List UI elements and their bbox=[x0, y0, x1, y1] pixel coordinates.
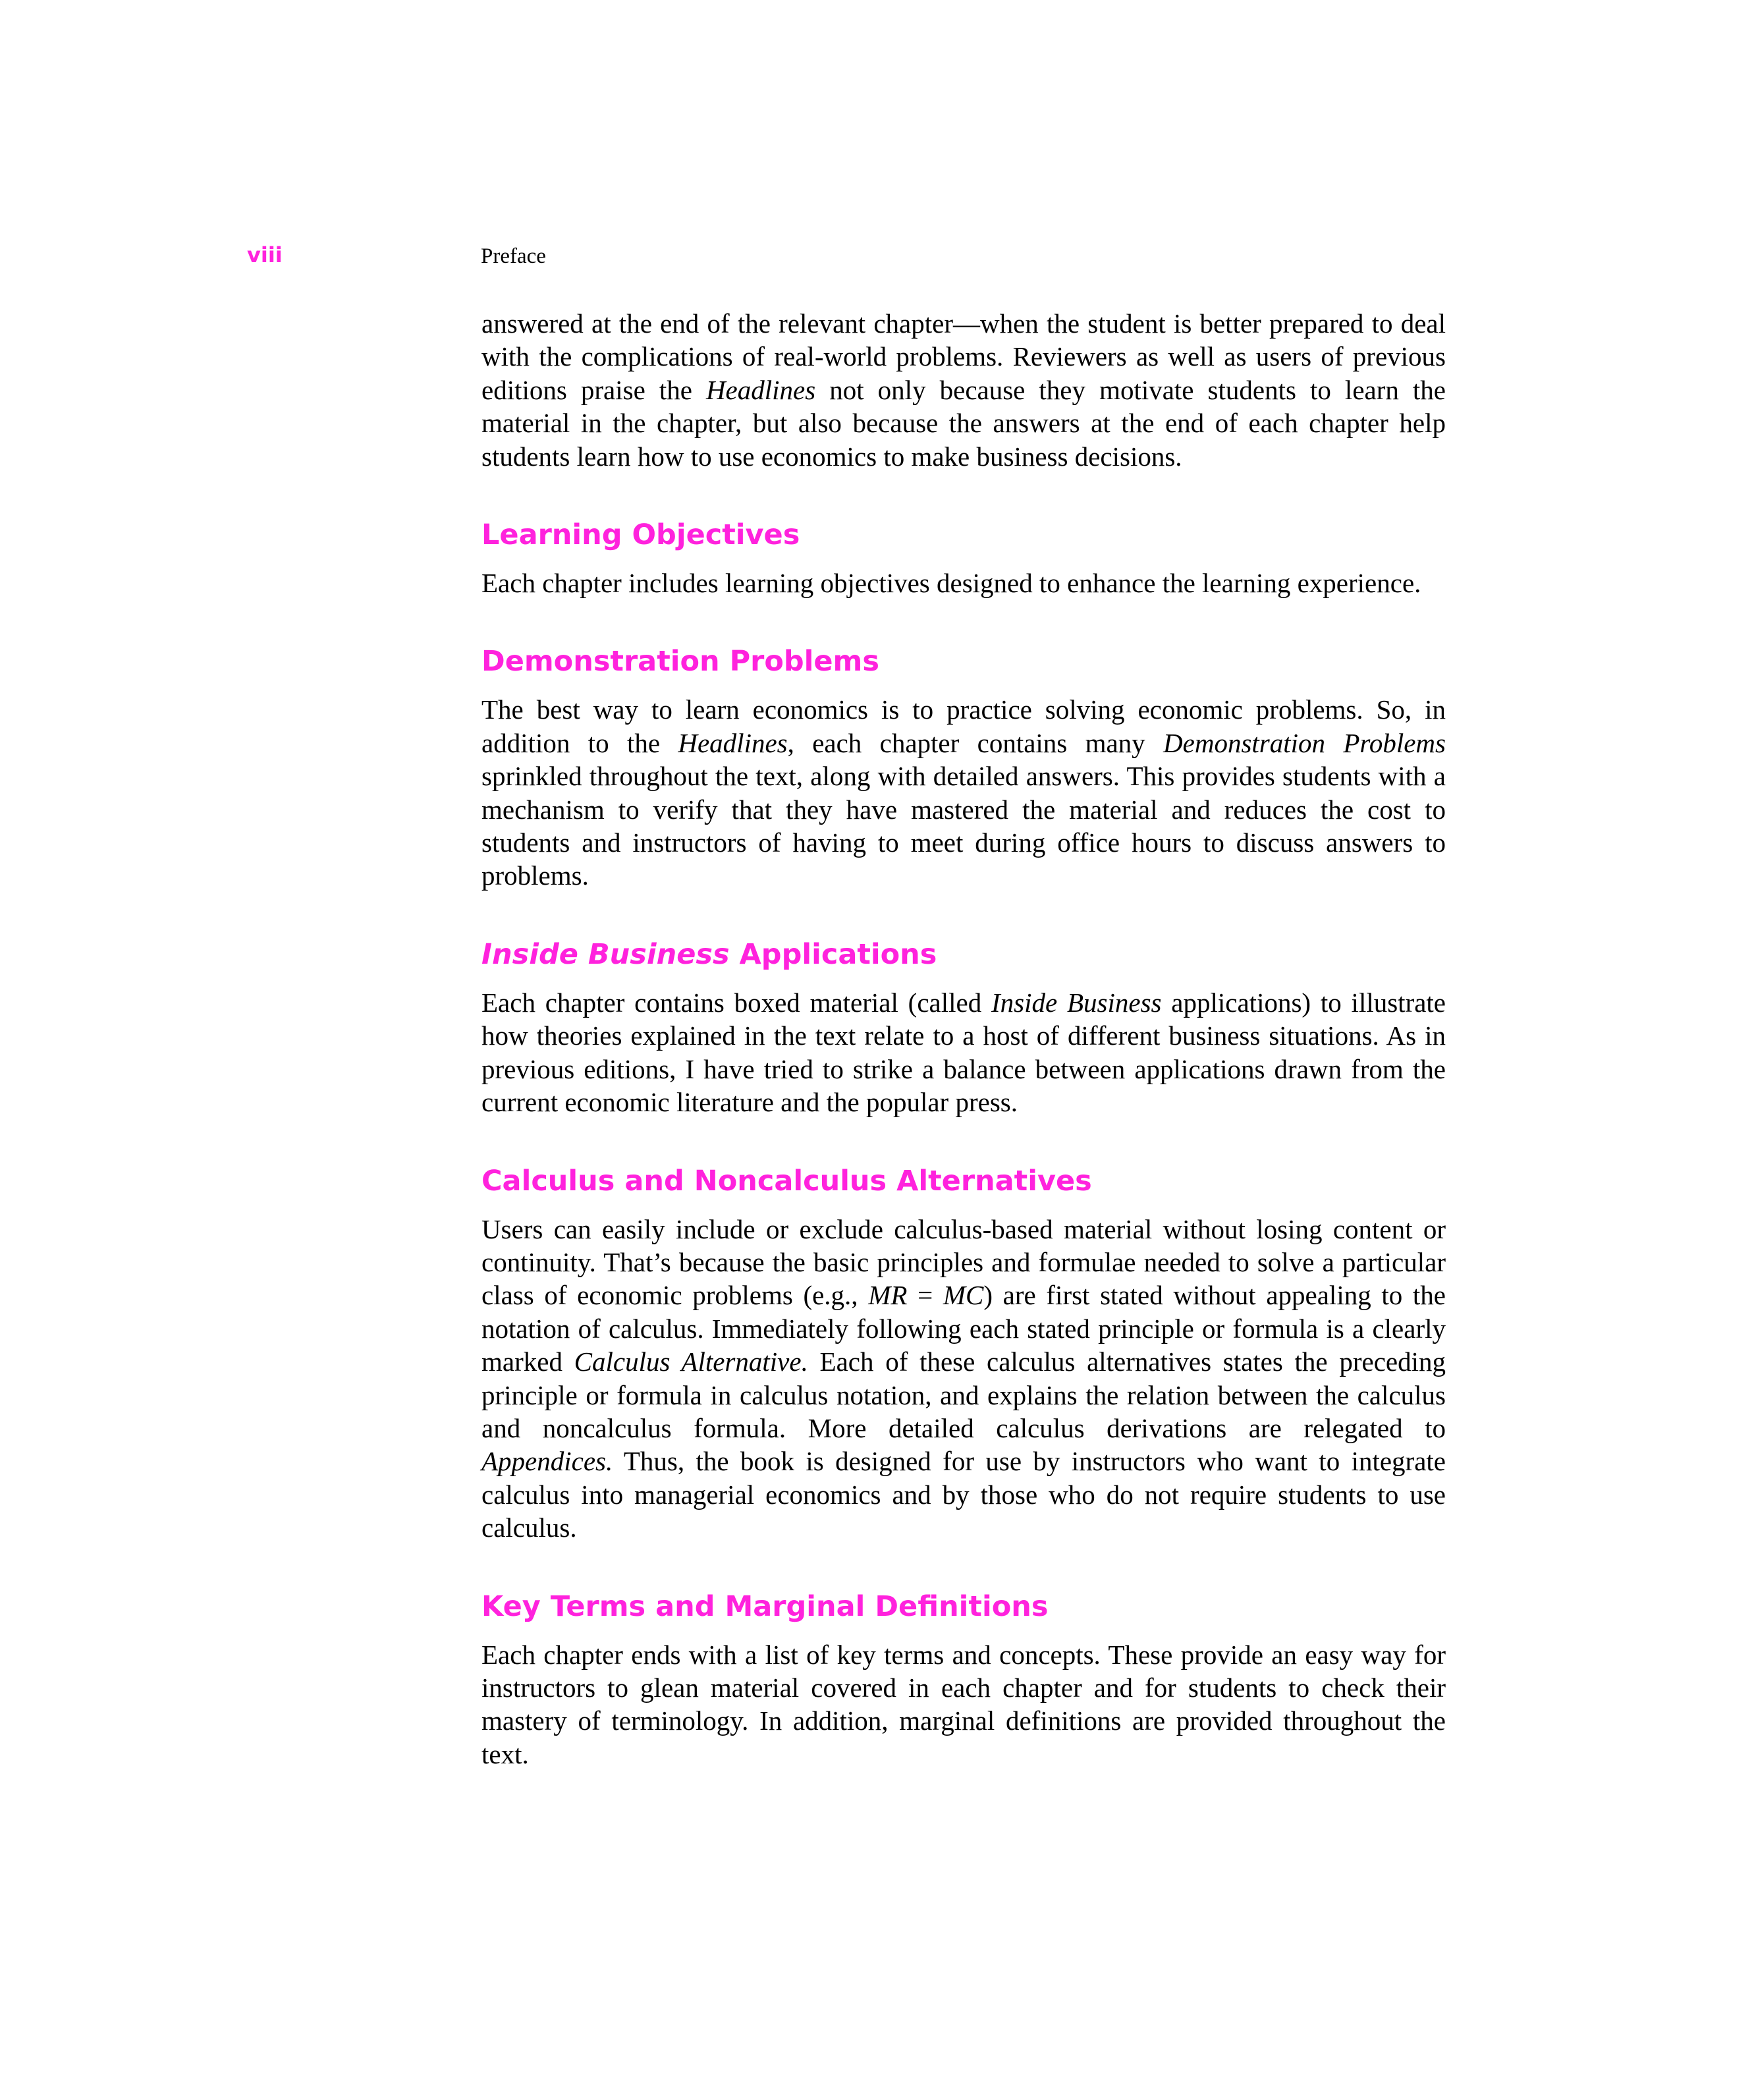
page-body bbox=[481, 307, 1446, 1771]
page-number: viii bbox=[247, 242, 283, 267]
key-terms-paragraph: Each chapter ends with a list of key terms and concepts. These provide an easy way for instructors to glean material covered in each chapter and for students to check their mastery of terminology. In addition, marginal definitions are provided throughout the text. bbox=[481, 1639, 1446, 1769]
demonstration-problems-heading: Demonstration Problems bbox=[481, 645, 879, 678]
calculus-heading: Calculus and Noncalculus Alternatives bbox=[481, 1164, 1092, 1198]
intro-paragraph: answered at the end of the relevant chapter—when the student is better prepared to deal with the complications of real-world problems. Reviewers as well as users of previous editions praise the Headlines not only because they motivate students to learn the material in the chapter, but also because the answers at the end of each chapter help students learn how to use economics to make business decisions. bbox=[481, 308, 1446, 472]
demonstration-problems-paragraph: The best way to learn economics is to practice solving economic problems. So, in addition to the Headlines, each chapter contains many Demonstration Problems sprinkled throughout the text, along with detailed answers. This provides students with a mechanism to verify that they have mastered the material and reduces the cost to students and instructors of having to meet during office hours to discuss answers to problems. bbox=[481, 694, 1446, 891]
inside-business-paragraph: Each chapter contains boxed material (called Inside Business applications) to illustrate how theories explained in the text relate to a host of different business situations. As in previous editions, I have tried to strike a balance between applications drawn from the current economic literature and the popular press. bbox=[481, 987, 1446, 1118]
learning-objectives-heading: Learning Objectives bbox=[481, 518, 800, 552]
inside-business-heading: Inside Business Applications bbox=[481, 937, 937, 971]
running-head: Preface bbox=[481, 244, 546, 268]
learning-objectives-paragraph: Each chapter includes learning objectives designed to enhance the learning experience. bbox=[481, 568, 1421, 599]
key-terms-heading: Key Terms and Marginal Definitions bbox=[481, 1589, 1049, 1623]
calculus-paragraph: Users can easily include or exclude calculus-based material without losing content or continuity. That’s because the basic principles and formulae needed to solve a particular class of economic problems (e.g., MR = MC) are first stated without appealing to the notation of calculus. Immediately following each stated principle or formula is a clearly marked Calculus Alternative. Each of these calculus alternatives states the preceding principle or formula in calculus notation, and explains the relation between the calculus and noncalculus formula. More detailed calculus derivations are relegated to Appendices. Thus, the book is designed for use by instructors who want to integrate calculus into managerial economics and by those who do not require students to use calculus. bbox=[481, 1213, 1446, 1543]
